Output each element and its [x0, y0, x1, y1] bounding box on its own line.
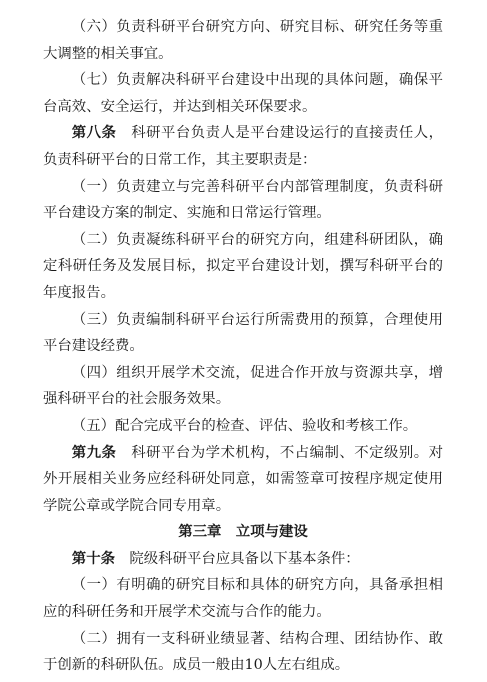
paragraph-text: （二）负责凝练科研平台的研究方向，组建科研团队，确定科研任务及发展目标，拟定平台建设计划，撰写科研平台的年度报告。 [43, 231, 443, 301]
paragraph-item-4 [43, 360, 443, 413]
article-heading: 第十条 [71, 549, 115, 567]
paragraph-text: （一）有明确的研究目标和具体的研究方向，具备承担相应的科研任务和开展学术交流与合作的能力。 [43, 577, 443, 621]
paragraph-text: （四）组织开展学术交流，促进合作开放与资源共享，增强科研平台的社会服务效果。 [43, 364, 443, 408]
paragraph-item-2 [43, 227, 443, 307]
paragraph-text: （三）负责编制科研平台运行所需费用的预算，合理使用平台建设经费。 [43, 311, 443, 355]
paragraph-item-1 [43, 572, 443, 625]
paragraph-text: （一）负责建立与完善科研平台内部管理制度，负责科研平台建设方案的制定、实施和日常运行管理。 [43, 178, 443, 222]
paragraph-text: （六）负责科研平台研究方向、研究目标、研究任务等重大调整的相关事宜。 [43, 19, 443, 62]
article-heading: 第八条 [71, 124, 117, 142]
document-page [43, 14, 443, 679]
article-9 [43, 440, 443, 520]
chapter-heading: 第三章 立项与建设 [178, 523, 308, 541]
paragraph-text: （五）配合完成平台的检查、评估、验收和考核工作。 [71, 417, 418, 434]
paragraph-text: 科研平台为学术机构，不占编制、不定级别。对外开展相关业务应经科研处同意，如需签章可按程序规定使用学院公章或学院合同专用章。 [43, 444, 443, 514]
article-heading: 第九条 [71, 443, 117, 461]
paragraph-item-7 [43, 67, 443, 120]
paragraph-text: 院级科研平台应具备以下基本条件： [129, 550, 360, 567]
article-10 [43, 546, 443, 573]
article-8 [43, 120, 443, 173]
paragraph-item-2 [43, 626, 443, 679]
paragraph-text: 科研平台负责人是平台建设运行的直接责任人，负责科研平台的日常工作，其主要职责是： [43, 125, 443, 168]
paragraph-item-1 [43, 174, 443, 227]
paragraph-item-3 [43, 307, 443, 360]
paragraph-item-6 [43, 14, 443, 67]
paragraph-item-5 [43, 413, 443, 440]
paragraph-text: （七）负责解决科研平台建设中出现的具体问题，确保平台高效、安全运行，并达到相关环保要求。 [43, 72, 443, 115]
paragraph-text: （二）拥有一支科研业绩显著、结构合理、团结协作、敢于创新的科研队伍。成员一般由10人左右组成。 [43, 630, 443, 674]
